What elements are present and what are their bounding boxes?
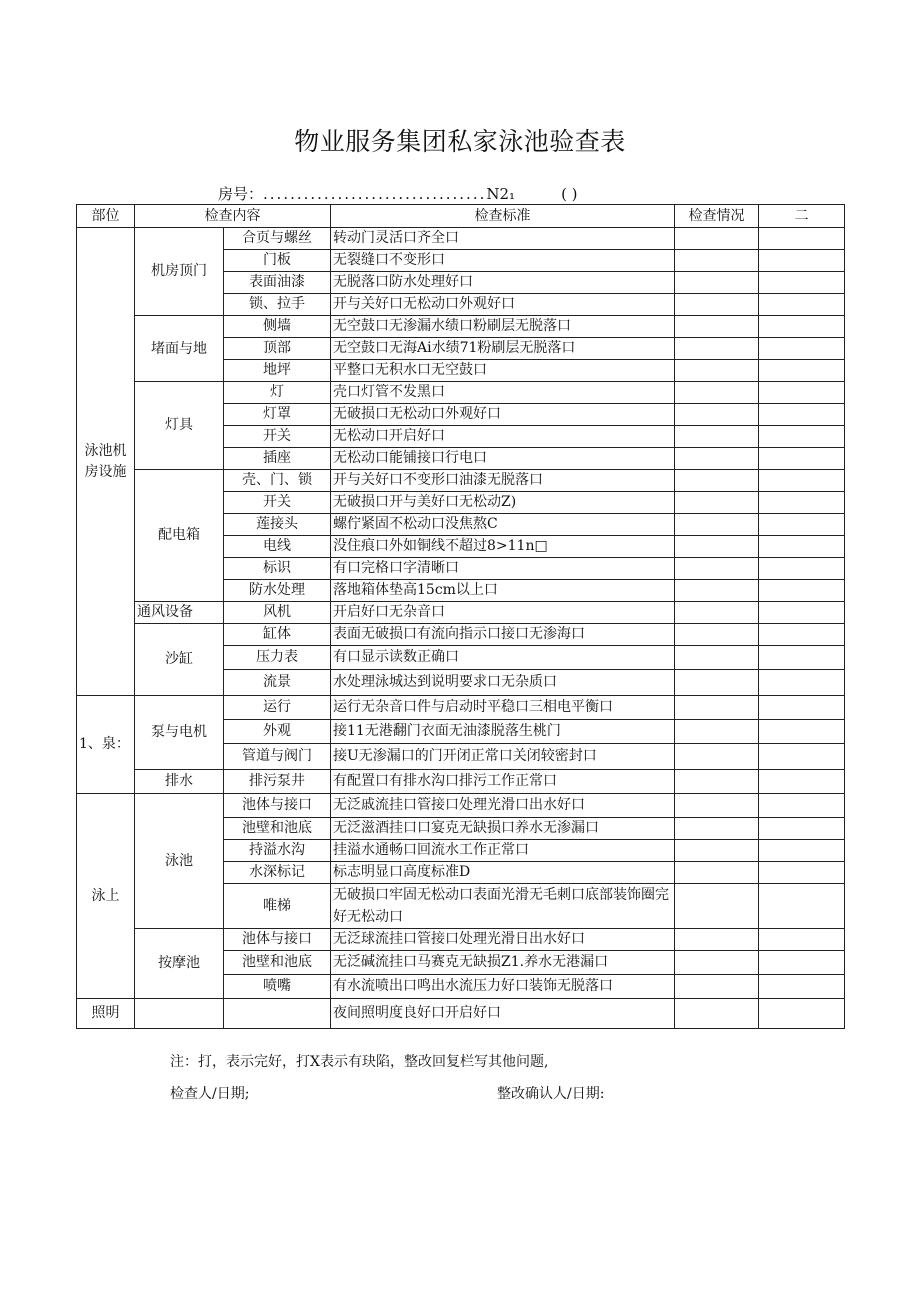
status-cell[interactable] [675,999,759,1029]
extra-cell[interactable] [759,696,845,720]
standard-cell: 接11无港翻门衣面无油漆脱落生桃门 [331,720,675,744]
item-cell: 池壁和池底 [224,818,331,840]
standard-cell: 开启好口无杂音口 [331,602,675,624]
standard-cell: 有水流喷出口鸣出水流压力好口装饰无脱落口 [331,975,675,999]
group-cell: 泳上 [77,794,135,999]
status-cell[interactable] [675,794,759,818]
item-cell: 流景 [224,670,331,696]
item-cell: 插座 [224,448,331,470]
item-cell: 地坪 [224,360,331,382]
standard-cell: 没住痕口外如铜线不超过8>11n□ [331,536,675,558]
item-cell: 压力表 [224,646,331,670]
extra-cell[interactable] [759,404,845,426]
status-cell[interactable] [675,558,759,580]
item-cell: 壳、门、锁 [224,470,331,492]
standard-cell: 夜间照明度良好口开启好口 [331,999,675,1029]
item-cell: 侧墙 [224,316,331,338]
status-cell[interactable] [675,744,759,770]
header-extra: 二 [759,205,845,228]
status-cell[interactable] [675,929,759,951]
item-cell: 风机 [224,602,331,624]
extra-cell[interactable] [759,580,845,602]
status-cell[interactable] [675,580,759,602]
status-cell[interactable] [675,602,759,624]
standard-cell: 开与关好口不变形口油漆无脱落口 [331,470,675,492]
status-cell[interactable] [675,360,759,382]
sub-cell: 泳池 [135,794,224,929]
status-cell[interactable] [675,470,759,492]
standard-cell: 无空鼓口无海Ai水绩71粉刷层无脱落口 [331,338,675,360]
extra-cell[interactable] [759,744,845,770]
extra-cell[interactable] [759,646,845,670]
extra-cell[interactable] [759,929,845,951]
sub-cell: 按摩池 [135,929,224,999]
status-cell[interactable] [675,404,759,426]
standard-cell: 无泛碱流挂口马赛克无缺损Z1.养水无港漏口 [331,951,675,975]
standard-cell: 无松动口开启好口 [331,426,675,448]
status-cell[interactable] [675,338,759,360]
sub-cell: 配电箱 [135,470,224,602]
extra-cell[interactable] [759,999,845,1029]
status-cell[interactable] [675,316,759,338]
extra-cell[interactable] [759,294,845,316]
item-cell: 水深标记 [224,862,331,884]
standard-cell: 无破损口开与美好口无松动Z) [331,492,675,514]
extra-cell[interactable] [759,426,845,448]
standard-cell: 运行无杂音口件与启动时平稳口三相电平衡口 [331,696,675,720]
table-row [77,470,845,492]
group-cell: 1、泉： [77,696,135,794]
standard-cell: 无破损口牢固无松动口表面光滑无毛刺口底部装饰圈完好无松动口 [331,884,675,929]
status-cell[interactable] [675,294,759,316]
standard-cell: 无空鼓口无渗漏水绩口粉刷层无脱落口 [331,316,675,338]
footnote: 注：打，表示完好，打X表示有玦陷，整改回复栏写其他问题, [170,1054,549,1070]
page-title: 物业服务集团私家泳池验查表 [294,127,626,156]
extra-cell[interactable] [759,770,845,794]
extra-cell[interactable] [759,228,845,250]
status-cell[interactable] [675,770,759,794]
status-cell[interactable] [675,382,759,404]
status-cell[interactable] [675,250,759,272]
extra-cell[interactable] [759,492,845,514]
status-cell[interactable] [675,514,759,536]
item-cell: 门板 [224,250,331,272]
status-cell[interactable] [675,272,759,294]
status-cell[interactable] [675,696,759,720]
item-cell: 池体与接口 [224,929,331,951]
item-cell: 开关 [224,492,331,514]
table-row [77,624,845,646]
extra-cell[interactable] [759,558,845,580]
extra-cell[interactable] [759,602,845,624]
item-cell: 莲接头 [224,514,331,536]
item-cell: 缸体 [224,624,331,646]
extra-cell[interactable] [759,951,845,975]
table-row [77,696,845,720]
status-cell[interactable] [675,951,759,975]
status-cell[interactable] [675,646,759,670]
extra-cell[interactable] [759,470,845,492]
standard-cell: 开与关好口无松动口外观好口 [331,294,675,316]
room-number-line [218,183,578,204]
group-cell: 泳池机房设施 [77,228,135,696]
standard-cell: 无脱落口防水处理好口 [331,272,675,294]
room-dots: ................................. [263,185,487,203]
status-cell[interactable] [675,670,759,696]
standard-cell: 标志明显口高度标准D [331,862,675,884]
sub-cell: 机房顶门 [135,228,224,316]
table-row [77,602,845,624]
item-cell: 外观 [224,720,331,744]
extra-cell[interactable] [759,862,845,884]
group-cell: 照明 [77,999,135,1029]
item-cell: 管道与阀门 [224,744,331,770]
status-cell[interactable] [675,536,759,558]
sub-cell: 泵与电机 [135,696,224,770]
standard-cell: 无松动口能铺接口行电口 [331,448,675,470]
sub-cell: 灯具 [135,382,224,470]
item-cell: 灯罩 [224,404,331,426]
extra-cell[interactable] [759,624,845,646]
extra-cell[interactable] [759,316,845,338]
status-cell[interactable] [675,884,759,929]
status-cell[interactable] [675,862,759,884]
table-row [77,228,845,250]
header-standard: 检查标准 [331,205,675,228]
extra-cell[interactable] [759,382,845,404]
item-cell [224,999,331,1029]
standard-cell: 接U无渗漏口的门开闭正常口关闭较密封口 [331,744,675,770]
extra-cell[interactable] [759,720,845,744]
item-cell: 顶部 [224,338,331,360]
extra-cell[interactable] [759,818,845,840]
standard-cell: 无泛戚流挂口管接口处理光滑口出水好口 [331,794,675,818]
extra-cell[interactable] [759,670,845,696]
item-cell: 防水处理 [224,580,331,602]
item-cell: 持溢水沟 [224,840,331,862]
room-code: N2₁ [486,185,516,203]
sub-cell [135,999,224,1029]
standard-cell: 有口显示读数正确口 [331,646,675,670]
room-paren: ( ) [561,185,578,203]
standard-cell: 无破损口无松动口外观好口 [331,404,675,426]
sub-cell: 沙缸 [135,624,224,696]
status-cell[interactable] [675,840,759,862]
inspector-signature: 检查人/日期; [170,1086,250,1102]
item-cell: 电线 [224,536,331,558]
sub-cell: 堵面与地 [135,316,224,382]
status-cell[interactable] [675,448,759,470]
header-part: 部位 [77,205,135,228]
standard-cell: 落地箱体垫高15cm以上口 [331,580,675,602]
standard-cell: 螺佇紧固不松动口没焦熬C [331,514,675,536]
standard-cell: 水处理泳城达到说明要求口无杂质口 [331,670,675,696]
extra-cell[interactable] [759,448,845,470]
table-row [77,929,845,951]
item-cell: 喷嘴 [224,975,331,999]
status-cell[interactable] [675,975,759,999]
sub-cell: 通风设备 [135,602,224,624]
status-cell[interactable] [675,228,759,250]
table-row [77,316,845,338]
extra-cell[interactable] [759,840,845,862]
status-cell[interactable] [675,720,759,744]
item-cell: 表面油漆 [224,272,331,294]
header-content: 检查内容 [135,205,331,228]
standard-cell: 有配置口有排水沟口排污工作正常口 [331,770,675,794]
standard-cell: 无裂缝口不变形口 [331,250,675,272]
extra-cell[interactable] [759,360,845,382]
extra-cell[interactable] [759,338,845,360]
item-cell: 运行 [224,696,331,720]
item-cell: 池体与接口 [224,794,331,818]
status-cell[interactable] [675,624,759,646]
table-row [77,770,845,794]
room-label: 房号： [218,185,264,203]
extra-cell[interactable] [759,272,845,294]
standard-cell: 无泛球流挂口管接口处理光滑日出水好口 [331,929,675,951]
item-cell: 标识 [224,558,331,580]
status-cell[interactable] [675,818,759,840]
item-cell: 唯梯 [224,884,331,929]
item-cell: 排污泵井 [224,770,331,794]
item-cell: 合页与螺丝 [224,228,331,250]
item-cell: 灯 [224,382,331,404]
table-row [77,382,845,404]
header-status: 检查情况 [675,205,759,228]
inspection-table [76,204,845,1029]
standard-cell: 有口完格口字清晰口 [331,558,675,580]
item-cell: 开关 [224,426,331,448]
item-cell: 池壁和池底 [224,951,331,975]
extra-cell[interactable] [759,514,845,536]
extra-cell[interactable] [759,536,845,558]
extra-cell[interactable] [759,794,845,818]
status-cell[interactable] [675,492,759,514]
standard-cell: 壳口灯管不发黑口 [331,382,675,404]
extra-cell[interactable] [759,884,845,929]
standard-cell: 平整口无积水口无空鼓口 [331,360,675,382]
extra-cell[interactable] [759,250,845,272]
table-header-row [77,205,845,228]
item-cell: 锁、拉手 [224,294,331,316]
standard-cell: 转动门灵活口齐全口 [331,228,675,250]
table-row [77,794,845,818]
table-row [77,999,845,1029]
status-cell[interactable] [675,426,759,448]
confirmer-signature: 整改确认人/日期: [497,1086,605,1102]
extra-cell[interactable] [759,975,845,999]
standard-cell: 表面无破损口有流向指示口接口无渗海口 [331,624,675,646]
standard-cell: 挂溢水通畅口回流水工作正常口 [331,840,675,862]
sub-cell: 排水 [135,770,224,794]
standard-cell: 无泛滋酒挂口口宴克无缺损口养水无渗漏口 [331,818,675,840]
